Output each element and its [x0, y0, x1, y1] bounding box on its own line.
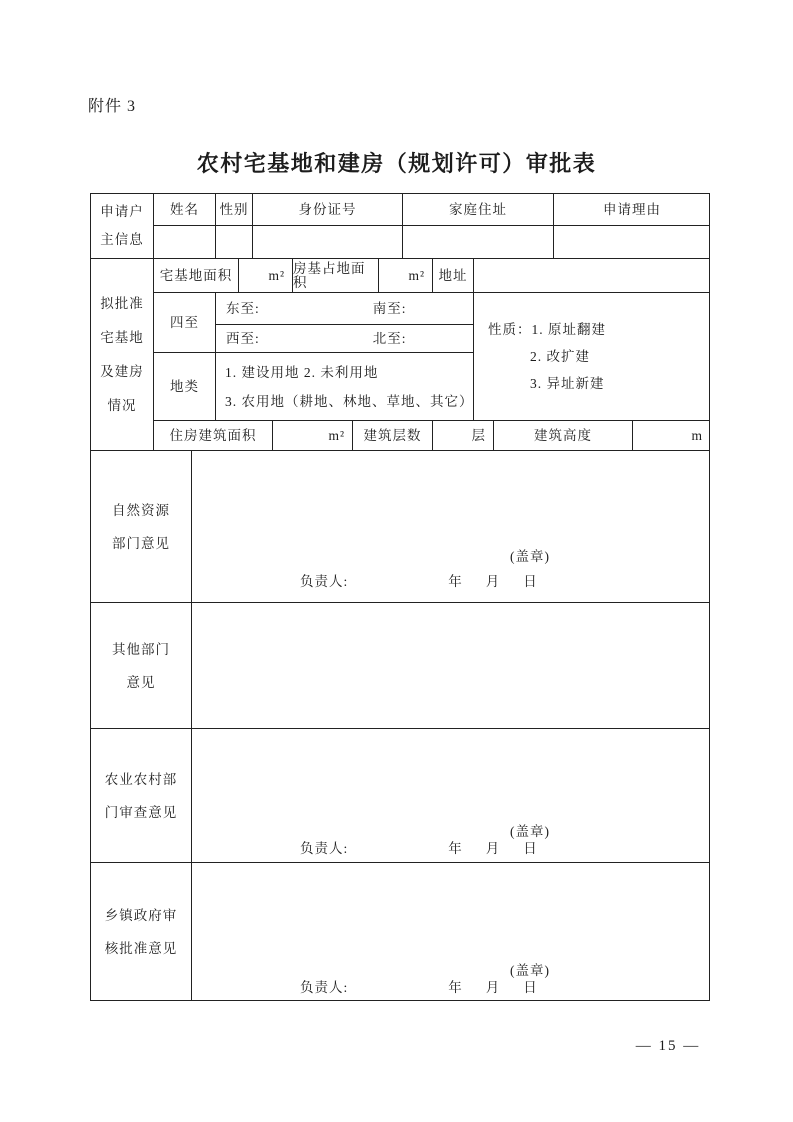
floors-label: 建筑层数: [352, 420, 432, 450]
agriculture-opinion-label: [90, 728, 191, 862]
nature-option-1: 性质：1. 原址翻建: [488, 322, 606, 337]
nature-options-cell: [473, 292, 710, 420]
name-header: 姓名: [153, 193, 215, 225]
apply-reason-input-cell: [553, 225, 710, 258]
id-number-header: 身份证号: [252, 193, 402, 225]
approval-form-table: [90, 193, 710, 1001]
other-departments-opinion-label: [90, 602, 191, 728]
stamp-text: (盖章): [510, 824, 550, 839]
land-class-option-line2: 3. 农用地（耕地、林地、草地、其它）: [225, 393, 474, 409]
agriculture-label-line2: 门审查意见: [104, 804, 178, 820]
other-departments-label-line2: 意见: [126, 674, 156, 690]
stamp-text: (盖章): [510, 963, 550, 978]
land-class-option-line1: 1. 建设用地 2. 未利用地: [225, 364, 379, 380]
page-number: — 15 —: [635, 1038, 701, 1054]
date-year-label: 年: [448, 573, 463, 589]
date-year-label: 年: [448, 840, 463, 856]
responsible-label: 负责人:: [300, 573, 349, 589]
township-label-line1: 乡镇政府审: [104, 908, 178, 923]
floors-input-cell: 层: [432, 420, 493, 450]
building-area-input-cell: m²: [272, 420, 352, 450]
height-label: 建筑高度: [493, 420, 632, 450]
applicant-info-header-line1: 申请户: [100, 204, 144, 219]
date-year-label: 年: [448, 979, 463, 995]
responsible-label: 负责人:: [300, 979, 349, 995]
stamp-text: (盖章): [510, 549, 550, 564]
natural-resources-opinion-label: [90, 450, 191, 602]
date-day-label: 日: [523, 840, 538, 856]
four-bounds-label: 四至: [153, 292, 215, 352]
nature-option-3: 3. 异址新建: [530, 376, 605, 391]
plan-section-header-line4: 情况: [107, 397, 137, 413]
bounds-west-north-row: [215, 324, 473, 352]
plan-section-header-line1: 拟批准: [100, 295, 144, 311]
township-sign-block: [192, 964, 710, 994]
base-area-label: 房基占地面积: [292, 258, 378, 292]
plan-section-header-line2: 宅基地: [100, 329, 144, 345]
apply-reason-header: 申请理由: [553, 193, 710, 225]
plan-section-header: [90, 258, 153, 450]
natural-resources-opinion-cell: [191, 450, 710, 602]
agriculture-opinion-cell: [191, 728, 710, 862]
bound-east-label: 东至:: [226, 300, 260, 316]
homestead-area-label: 宅基地面积: [153, 258, 238, 292]
gender-header: 性别: [215, 193, 252, 225]
home-address-header: 家庭住址: [402, 193, 553, 225]
base-area-input-cell: m²: [378, 258, 432, 292]
name-input-cell: [153, 225, 215, 258]
land-class-label: 地类: [153, 352, 215, 420]
land-class-options-cell: [215, 352, 473, 420]
applicant-info-header: [90, 193, 153, 258]
plan-section-header-line3: 及建房: [100, 363, 144, 379]
date-day-label: 日: [523, 573, 538, 589]
date-month-label: 月: [485, 573, 501, 589]
natural-resources-label-line1: 自然资源: [112, 502, 170, 518]
bound-south-label: 南至:: [372, 300, 407, 316]
nature-option-2: 2. 改扩建: [530, 349, 590, 364]
township-label-line2: 核批准意见: [104, 941, 178, 956]
date-month-label: 月: [485, 840, 501, 856]
height-input-cell: m: [632, 420, 710, 450]
form-title: 农村宅基地和建房（规划许可）审批表: [196, 151, 597, 176]
agriculture-sign-block: [192, 825, 710, 855]
agriculture-label-line1: 农业农村部: [104, 771, 178, 787]
responsible-label: 负责人:: [300, 840, 349, 856]
other-departments-opinion-cell: [191, 602, 710, 728]
attachment-label: 附件 3: [88, 98, 137, 115]
other-departments-label-line1: 其他部门: [112, 641, 170, 657]
address-input-cell: [473, 258, 710, 292]
date-day-label: 日: [523, 979, 538, 995]
date-month-label: 月: [485, 979, 501, 995]
homestead-area-input-cell: m²: [238, 258, 292, 292]
building-area-label: 住房建筑面积: [153, 420, 272, 450]
bounds-east-south-row: [215, 292, 473, 324]
bound-north-label: 北至:: [372, 330, 407, 346]
natural-resources-label-line2: 部门意见: [112, 535, 170, 551]
home-address-input-cell: [402, 225, 553, 258]
township-opinion-cell: [191, 862, 710, 1001]
gender-input-cell: [215, 225, 252, 258]
address-label: 地址: [432, 258, 473, 292]
id-number-input-cell: [252, 225, 402, 258]
natural-resources-sign-block: [192, 550, 710, 588]
bound-west-label: 西至:: [226, 330, 260, 346]
applicant-info-header-line2: 主信息: [100, 232, 144, 247]
township-opinion-label: [90, 862, 191, 1001]
